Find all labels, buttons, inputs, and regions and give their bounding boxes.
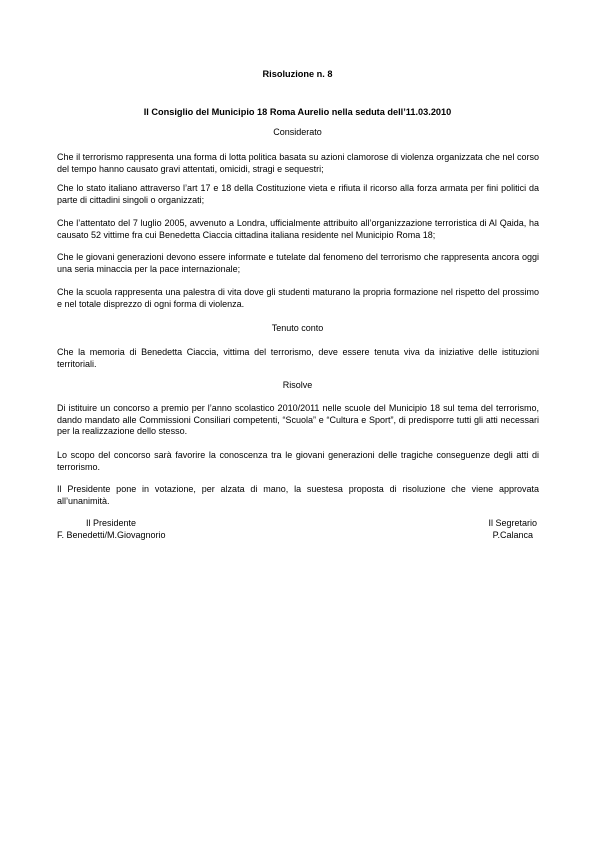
paragraph: Che l’attentato del 7 luglio 2005, avvenuto a Londra, ufficialmente attribuito all’organizzazione terroristica di Al Qaida, ha causato 52 vittime fra cui Benedetta Ciaccia cittadina italiana residente nel Municipio Roma 18; xyxy=(57,218,539,240)
paragraph: Che le giovani generazioni devono essere informate e tutelate dal fenomeno del terrorismo che rappresenta ancora oggi una seria minaccia per la pace internazionale; xyxy=(57,252,539,274)
secretary-names: P.Calanca xyxy=(492,530,533,540)
paragraph: Che la memoria di Benedetta Ciaccia, vittima del terrorismo, deve essere tenuta viva da iniziative delle istituzioni territoriali. xyxy=(57,347,539,369)
secretary-role: Il Segretario xyxy=(488,518,537,528)
president-names: F. Benedetti/M.Giovagnorio xyxy=(57,530,166,540)
section-heading-risolve: Risolve xyxy=(282,380,313,390)
document-title: Risoluzione n. 8 xyxy=(262,69,333,79)
president-role: Il Presidente xyxy=(86,518,137,528)
paragraph: Che la scuola rappresenta una palestra di vita dove gli studenti maturano la propria formazione nel rispetto del prossimo e nel totale disprezzo di ogni forma di violenza. xyxy=(57,287,539,309)
paragraph: Lo scopo del concorso sarà favorire la conoscenza tra le giovani generazioni delle tragiche conseguenze degli atti di terrorismo. xyxy=(57,450,539,472)
paragraph: Di istituire un concorso a premio per l’anno scolastico 2010/2011 nelle scuole del Municipio 18 sul tema del terrorismo, dando mandato alle Commissioni Consiliari competenti, “Scuola” e “Cultura e Sport”, di predisporre tutti gli atti necessari per la realizzazione dello stesso. xyxy=(57,403,539,436)
paragraph: Che lo stato italiano attraverso l’art 17 e 18 della Costituzione vieta e rifiuta il ricorso alla forza armata per fini politici da parte di cittadini singoli o organizzati; xyxy=(57,183,539,205)
section-heading-tenuto-conto: Tenuto conto xyxy=(271,323,324,333)
section-heading-considerato: Considerato xyxy=(273,127,322,137)
document-subtitle: Il Consiglio del Municipio 18 Roma Aurelio nella seduta dell’11.03.2010 xyxy=(143,107,452,117)
paragraph: Che il terrorismo rappresenta una forma di lotta politica basata su azioni clamorose di violenza organizzata che nel corso del tempo hanno causato gravi attentati, omicidi, stragi e sequestri; xyxy=(57,152,539,174)
paragraph: Il Presidente pone in votazione, per alzata di mano, la suestesa proposta di risoluzione che viene approvata all’unanimità. xyxy=(57,484,539,506)
